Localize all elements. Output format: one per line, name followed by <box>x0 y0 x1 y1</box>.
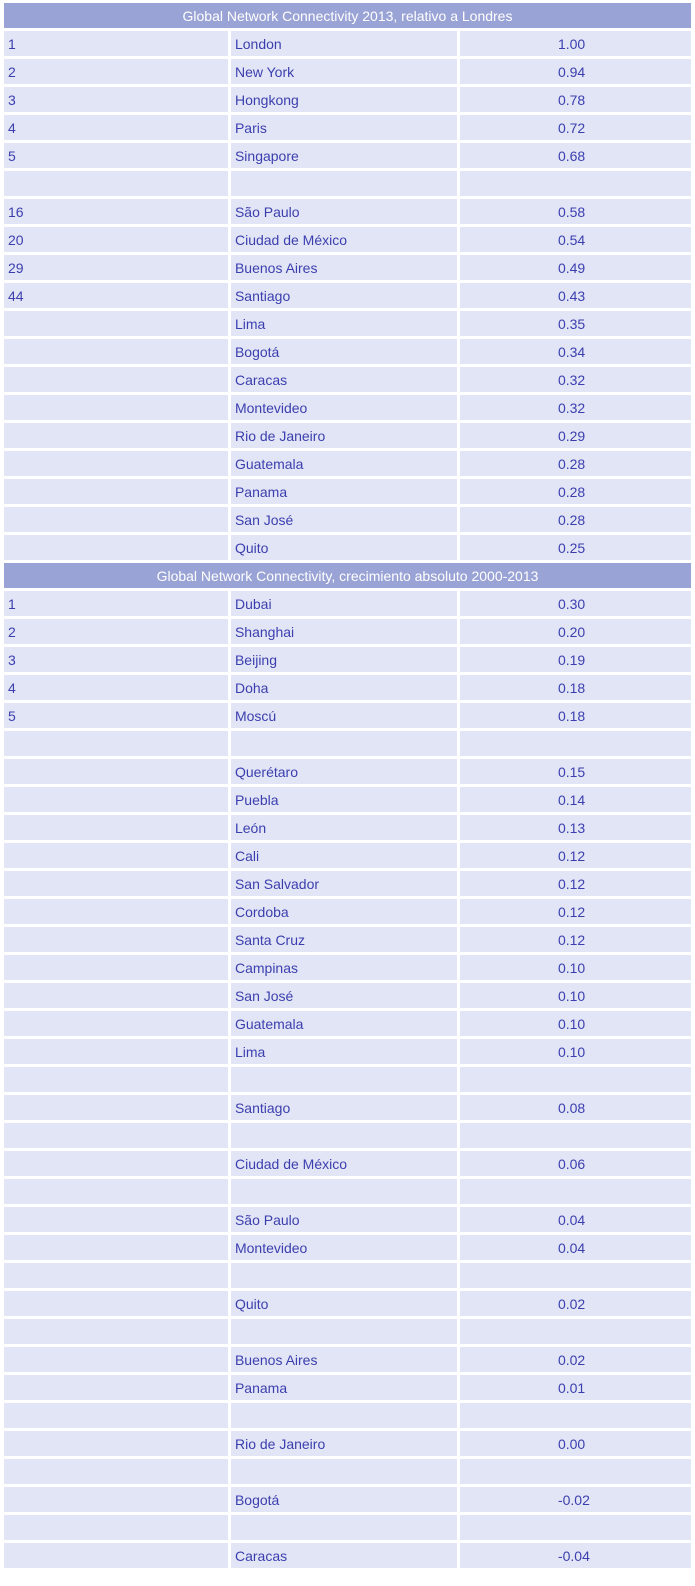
city-cell: Hongkong <box>231 87 457 112</box>
city-cell: Buenos Aires <box>231 255 457 280</box>
rank-cell <box>4 1179 228 1204</box>
city-cell: Caracas <box>231 1543 457 1568</box>
city-cell <box>231 171 457 196</box>
rank-cell <box>4 1039 228 1064</box>
rank-cell <box>4 731 228 756</box>
value-cell: 0.12 <box>460 927 691 952</box>
city-cell: Lima <box>231 1039 457 1064</box>
city-cell: Quito <box>231 535 457 560</box>
rank-cell <box>4 983 228 1008</box>
value-cell: 0.13 <box>460 815 691 840</box>
value-cell: 0.04 <box>460 1207 691 1232</box>
table-row <box>4 703 691 728</box>
city-cell <box>231 1459 457 1484</box>
value-cell: 0.18 <box>460 675 691 700</box>
section-title: Global Network Connectivity, crecimiento absoluto 2000-2013 <box>4 563 691 588</box>
rank-cell <box>4 1375 228 1400</box>
value-cell: 0.68 <box>460 143 691 168</box>
rank-cell <box>4 1403 228 1428</box>
table-row <box>4 1319 691 1344</box>
rank-cell <box>4 1431 228 1456</box>
city-cell <box>231 1123 457 1148</box>
value-cell: 0.10 <box>460 1011 691 1036</box>
table-row <box>4 535 691 560</box>
rank-cell: 4 <box>4 115 228 140</box>
rank-cell <box>4 1011 228 1036</box>
rank-cell <box>4 871 228 896</box>
city-cell: Doha <box>231 675 457 700</box>
table-row <box>4 283 691 308</box>
rank-cell <box>4 1123 228 1148</box>
city-cell <box>231 1515 457 1540</box>
rank-cell: 2 <box>4 619 228 644</box>
rank-cell <box>4 535 228 560</box>
rank-cell <box>4 1067 228 1092</box>
value-cell: 0.29 <box>460 423 691 448</box>
value-cell <box>460 731 691 756</box>
value-cell: 0.18 <box>460 703 691 728</box>
city-cell: Cali <box>231 843 457 868</box>
city-cell: Caracas <box>231 367 457 392</box>
rank-cell <box>4 1263 228 1288</box>
value-cell: 0.78 <box>460 87 691 112</box>
city-cell: Ciudad de México <box>231 227 457 252</box>
city-cell: Campinas <box>231 955 457 980</box>
table-row <box>4 1151 691 1176</box>
table-row <box>4 31 691 56</box>
rank-cell: 20 <box>4 227 228 252</box>
value-cell: 0.58 <box>460 199 691 224</box>
table-row <box>4 591 691 616</box>
section-title: Global Network Connectivity 2013, relativo a Londres <box>4 3 691 28</box>
table-row <box>4 199 691 224</box>
table-row <box>4 1347 691 1372</box>
table-row <box>4 1431 691 1456</box>
table-row <box>4 759 691 784</box>
rank-cell <box>4 927 228 952</box>
table-row <box>4 395 691 420</box>
value-cell: 0.32 <box>460 367 691 392</box>
table-row <box>4 1179 691 1204</box>
value-cell: 0.10 <box>460 1039 691 1064</box>
value-cell: 0.54 <box>460 227 691 252</box>
rank-cell: 29 <box>4 255 228 280</box>
table-row <box>4 787 691 812</box>
table-row <box>4 1403 691 1428</box>
city-cell: Montevideo <box>231 1235 457 1260</box>
connectivity-table <box>1 0 694 1571</box>
table-row <box>4 1487 691 1512</box>
value-cell: 0.08 <box>460 1095 691 1120</box>
value-cell: 0.04 <box>460 1235 691 1260</box>
rank-cell <box>4 367 228 392</box>
city-cell: Quito <box>231 1291 457 1316</box>
city-cell: Moscú <box>231 703 457 728</box>
value-cell: 0.25 <box>460 535 691 560</box>
value-cell: 0.12 <box>460 871 691 896</box>
rank-cell: 44 <box>4 283 228 308</box>
city-cell: São Paulo <box>231 199 457 224</box>
rank-cell <box>4 1487 228 1512</box>
value-cell: 1.00 <box>460 31 691 56</box>
city-cell: Bogotá <box>231 1487 457 1512</box>
city-cell: León <box>231 815 457 840</box>
table-row <box>4 451 691 476</box>
value-cell: 0.49 <box>460 255 691 280</box>
city-cell: Puebla <box>231 787 457 812</box>
table-row <box>4 927 691 952</box>
table-row <box>4 1375 691 1400</box>
value-cell: 0.28 <box>460 451 691 476</box>
table-row <box>4 87 691 112</box>
connectivity-table-body <box>4 3 691 1568</box>
city-cell: Guatemala <box>231 1011 457 1036</box>
value-cell: 0.15 <box>460 759 691 784</box>
rank-cell <box>4 507 228 532</box>
city-cell: Lima <box>231 311 457 336</box>
table-row <box>4 115 691 140</box>
value-cell <box>460 1515 691 1540</box>
city-cell <box>231 1067 457 1092</box>
value-cell <box>460 1403 691 1428</box>
rank-cell <box>4 815 228 840</box>
rank-cell <box>4 1291 228 1316</box>
table-row <box>4 619 691 644</box>
city-cell: Rio de Janeiro <box>231 1431 457 1456</box>
city-cell: San José <box>231 507 457 532</box>
value-cell: 0.43 <box>460 283 691 308</box>
value-cell: 0.32 <box>460 395 691 420</box>
table-row <box>4 1235 691 1260</box>
city-cell <box>231 1263 457 1288</box>
table-row <box>4 507 691 532</box>
rank-cell: 5 <box>4 703 228 728</box>
table-row <box>4 59 691 84</box>
city-cell: São Paulo <box>231 1207 457 1232</box>
rank-cell: 2 <box>4 59 228 84</box>
city-cell: Guatemala <box>231 451 457 476</box>
city-cell: Panama <box>231 479 457 504</box>
city-cell: San José <box>231 983 457 1008</box>
rank-cell: 1 <box>4 31 228 56</box>
value-cell: 0.01 <box>460 1375 691 1400</box>
value-cell: 0.20 <box>460 619 691 644</box>
value-cell <box>460 1067 691 1092</box>
city-cell: Bogotá <box>231 339 457 364</box>
city-cell: Cordoba <box>231 899 457 924</box>
value-cell: 0.72 <box>460 115 691 140</box>
rank-cell <box>4 311 228 336</box>
table-row <box>4 1515 691 1540</box>
value-cell: 0.10 <box>460 955 691 980</box>
value-cell <box>460 1459 691 1484</box>
value-cell <box>460 171 691 196</box>
value-cell <box>460 1319 691 1344</box>
value-cell: 0.14 <box>460 787 691 812</box>
table-row <box>4 1459 691 1484</box>
value-cell: -0.04 <box>460 1543 691 1568</box>
city-cell: Santa Cruz <box>231 927 457 952</box>
value-cell: 0.06 <box>460 1151 691 1176</box>
city-cell <box>231 1403 457 1428</box>
table-row <box>4 1263 691 1288</box>
table-row <box>4 1543 691 1568</box>
table-row <box>4 815 691 840</box>
value-cell: 0.28 <box>460 479 691 504</box>
city-cell: Singapore <box>231 143 457 168</box>
table-row <box>4 731 691 756</box>
rank-cell <box>4 787 228 812</box>
rank-cell <box>4 1543 228 1568</box>
rank-cell <box>4 1151 228 1176</box>
rank-cell: 5 <box>4 143 228 168</box>
city-cell: New York <box>231 59 457 84</box>
rank-cell <box>4 899 228 924</box>
city-cell: Querétaro <box>231 759 457 784</box>
rank-cell <box>4 843 228 868</box>
value-cell: 0.10 <box>460 983 691 1008</box>
rank-cell <box>4 171 228 196</box>
table-row <box>4 171 691 196</box>
table-row <box>4 339 691 364</box>
section-header-row <box>4 563 691 588</box>
rank-cell <box>4 1235 228 1260</box>
rank-cell <box>4 423 228 448</box>
city-cell <box>231 1319 457 1344</box>
city-cell: Paris <box>231 115 457 140</box>
value-cell: 0.35 <box>460 311 691 336</box>
value-cell: 0.00 <box>460 1431 691 1456</box>
rank-cell <box>4 1515 228 1540</box>
rank-cell: 3 <box>4 647 228 672</box>
table-row <box>4 843 691 868</box>
city-cell: Montevideo <box>231 395 457 420</box>
table-row <box>4 955 691 980</box>
value-cell: 0.28 <box>460 507 691 532</box>
city-cell: Shanghai <box>231 619 457 644</box>
value-cell: 0.02 <box>460 1347 691 1372</box>
table-row <box>4 227 691 252</box>
value-cell: 0.19 <box>460 647 691 672</box>
rank-cell <box>4 1459 228 1484</box>
rank-cell: 3 <box>4 87 228 112</box>
city-cell: Santiago <box>231 1095 457 1120</box>
rank-cell: 4 <box>4 675 228 700</box>
rank-cell <box>4 955 228 980</box>
table-row <box>4 311 691 336</box>
city-cell <box>231 731 457 756</box>
city-cell: Santiago <box>231 283 457 308</box>
table-row <box>4 143 691 168</box>
value-cell <box>460 1123 691 1148</box>
table-row <box>4 1067 691 1092</box>
city-cell: Ciudad de México <box>231 1151 457 1176</box>
table-row <box>4 1291 691 1316</box>
value-cell: 0.02 <box>460 1291 691 1316</box>
rank-cell <box>4 1319 228 1344</box>
value-cell: 0.34 <box>460 339 691 364</box>
city-cell: London <box>231 31 457 56</box>
table-row <box>4 1039 691 1064</box>
table-row <box>4 255 691 280</box>
value-cell: 0.94 <box>460 59 691 84</box>
city-cell <box>231 1179 457 1204</box>
table-row <box>4 423 691 448</box>
city-cell: Panama <box>231 1375 457 1400</box>
table-row <box>4 899 691 924</box>
value-cell <box>460 1179 691 1204</box>
table-row <box>4 647 691 672</box>
rank-cell: 1 <box>4 591 228 616</box>
rank-cell <box>4 451 228 476</box>
city-cell: San Salvador <box>231 871 457 896</box>
table-row <box>4 871 691 896</box>
rank-cell <box>4 339 228 364</box>
rank-cell <box>4 395 228 420</box>
table-row <box>4 675 691 700</box>
table-row <box>4 1123 691 1148</box>
rank-cell <box>4 1095 228 1120</box>
rank-cell <box>4 479 228 504</box>
value-cell: -0.02 <box>460 1487 691 1512</box>
rank-cell <box>4 1347 228 1372</box>
city-cell: Buenos Aires <box>231 1347 457 1372</box>
table-row <box>4 1011 691 1036</box>
city-cell: Rio de Janeiro <box>231 423 457 448</box>
table-row <box>4 367 691 392</box>
table-row <box>4 1207 691 1232</box>
table-row <box>4 1095 691 1120</box>
rank-cell <box>4 759 228 784</box>
value-cell: 0.30 <box>460 591 691 616</box>
value-cell: 0.12 <box>460 843 691 868</box>
city-cell: Dubai <box>231 591 457 616</box>
table-row <box>4 983 691 1008</box>
value-cell: 0.12 <box>460 899 691 924</box>
rank-cell <box>4 1207 228 1232</box>
value-cell <box>460 1263 691 1288</box>
rank-cell: 16 <box>4 199 228 224</box>
table-row <box>4 479 691 504</box>
city-cell: Beijing <box>231 647 457 672</box>
section-header-row <box>4 3 691 28</box>
